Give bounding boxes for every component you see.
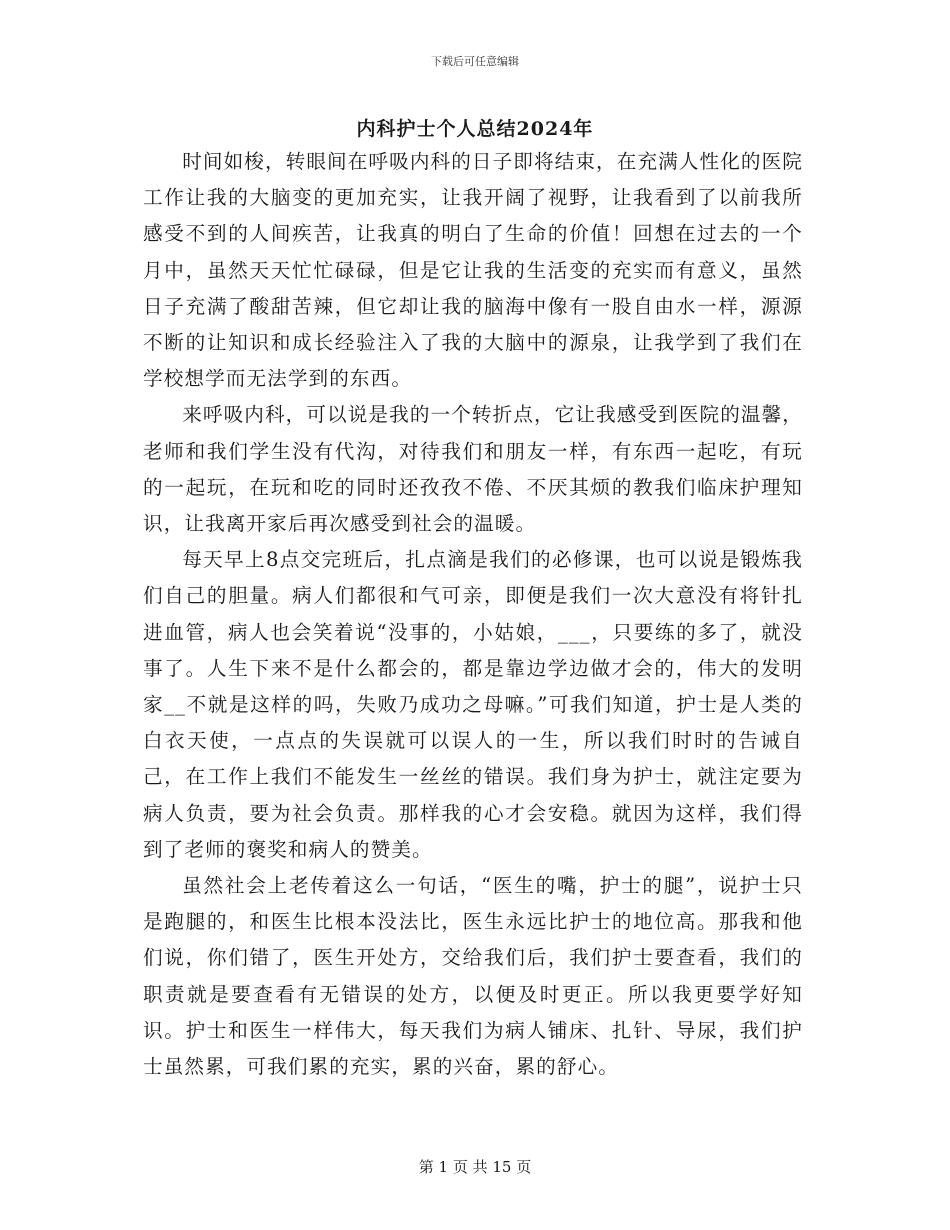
page-number: 第 1 页 共 15 页 xyxy=(418,1158,532,1176)
header-note: 下载后可任意编辑 xyxy=(431,55,519,68)
paragraph-3: 每天早上8点交完班后，扎点滴是我们的必修课，也可以说是锻炼我们自己的胆量。病人们都很和气可亲，即便是我们一次大意没有将针扎进血管，病人也会笑着说“没事的，小姑娘，___，只要练的多了，就没事了。人生下来不是什么都会的，都是靠边学边做才会的，伟大的发明家__不就是这样的吗，失败乃成功之母嘛。”可我们知道，护士是人类的白衣天使，一点点的失误就可以误人的一生，所以我们时时的告诫自己，在工作上我们不能发生一丝丝的错误。我们身为护士，就注定要为病人负责，要为社会负责。那样我的心才会安稳。就因为这样，我们得到了老师的褒奖和病人的赞美。 xyxy=(143,548,803,861)
paragraph-1: 时间如梭，转眼间在呼吸内科的日子即将结束，在充满人性化的医院工作让我的大脑变的更加充实，让我开阔了视野，让我看到了以前我所感受不到的人间疾苦，让我真的明白了生命的价值！回想在过去的一个月中，虽然天天忙忙碌碌，但是它让我的生活变的充实而有意义，虽然日子充满了酸甜苦辣，但它却让我的脑海中像有一股自由水一样，源源不断的让知识和成长经验注入了我的大脑中的源泉，让我学到了我们在学校想学而无法学到的东西。 xyxy=(143,150,803,391)
paragraph-2: 来呼吸内科，可以说是我的一个转折点，它让我感受到医院的温馨，老师和我们学生没有代沟，对待我们和朋友一样，有东西一起吃，有玩的一起玩，在玩和吃的同时还孜孜不倦、不厌其烦的教我们临床护理知识，让我离开家后再次感受到社会的温暖。 xyxy=(143,403,803,536)
paragraph-4: 虽然社会上老传着这么一句话，“医生的嘴，护士的腿”，说护士只是跑腿的，和医生比根本没法比，医生永远比护士的地位高。那我和他们说，你们错了，医生开处方，交给我们后，我们护士要查看，我们的职责就是要查看有无错误的处方，以便及时更正。所以我更要学好知识。护士和医生一样伟大，每天我们为病人铺床、扎针、导尿，我们护士虽然累，可我们累的充实，累的兴奋，累的舒心。 xyxy=(143,874,803,1079)
document-title: 内科护士个人总结2024年 xyxy=(356,118,594,140)
document-body xyxy=(143,144,803,1085)
